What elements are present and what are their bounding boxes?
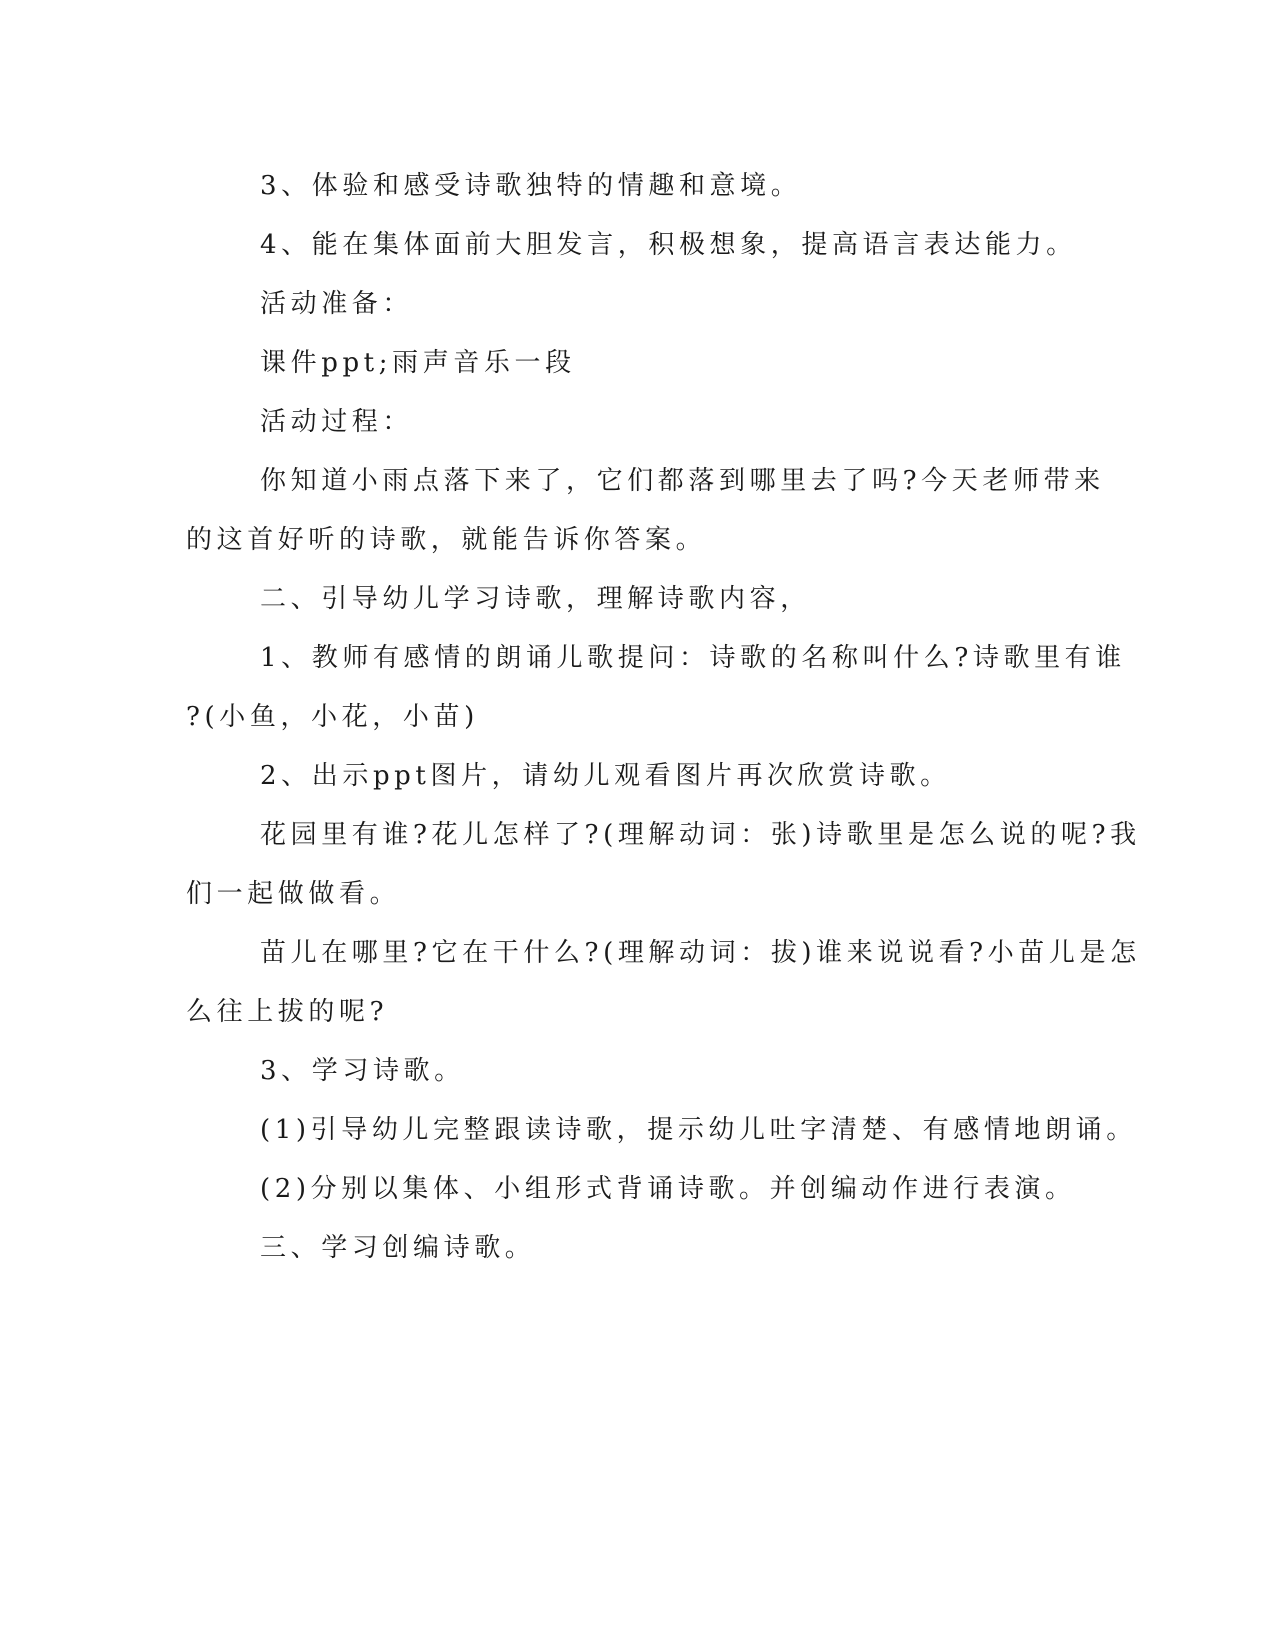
paragraph-seedling-line-1: 苗儿在哪里?它在干什么?(理解动词：拔)谁来说说看?小苗儿是怎 [260, 938, 1141, 968]
heading-activity-preparation: 活动准备： [260, 289, 414, 319]
paragraph-garden-line-2: 们一起做做看。 [186, 879, 401, 909]
heading-section-two: 二、引导幼儿学习诗歌，理解诗歌内容， [260, 584, 811, 614]
heading-section-three: 三、学习创编诗歌。 [260, 1233, 536, 1263]
paragraph-step-1-line-1: 1、教师有感情的朗诵儿歌提问：诗歌的名称叫什么?诗歌里有谁 [260, 643, 1126, 673]
paragraph-substep-1: (1)引导幼儿完整跟读诗歌，提示幼儿吐字清楚、有感情地朗诵。 [260, 1115, 1137, 1145]
paragraph-seedling-line-2: 么往上拔的呢? [186, 997, 389, 1027]
paragraph-step-1-line-2: ?(小鱼，小花，小苗) [186, 702, 479, 732]
paragraph-step-3: 3、学习诗歌。 [260, 1056, 465, 1086]
paragraph-materials: 课件ppt;雨声音乐一段 [260, 348, 576, 378]
heading-activity-process: 活动过程： [260, 407, 414, 437]
paragraph-substep-2: (2)分别以集体、小组形式背诵诗歌。并创编动作进行表演。 [260, 1174, 1076, 1204]
paragraph-garden-line-1: 花园里有谁?花儿怎样了?(理解动词：张)诗歌里是怎么说的呢?我 [260, 820, 1141, 850]
paragraph-step-2: 2、出示ppt图片，请幼儿观看图片再次欣赏诗歌。 [260, 761, 951, 791]
paragraph-intro-line-1: 你知道小雨点落下来了，它们都落到哪里去了吗?今天老师带来 [260, 466, 1105, 496]
paragraph-intro-line-2: 的这首好听的诗歌，就能告诉你答案。 [186, 525, 707, 555]
paragraph-objective-3: 3、体验和感受诗歌独特的情趣和意境。 [260, 171, 802, 201]
paragraph-objective-4: 4、能在集体面前大胆发言，积极想象，提高语言表达能力。 [260, 230, 1077, 260]
